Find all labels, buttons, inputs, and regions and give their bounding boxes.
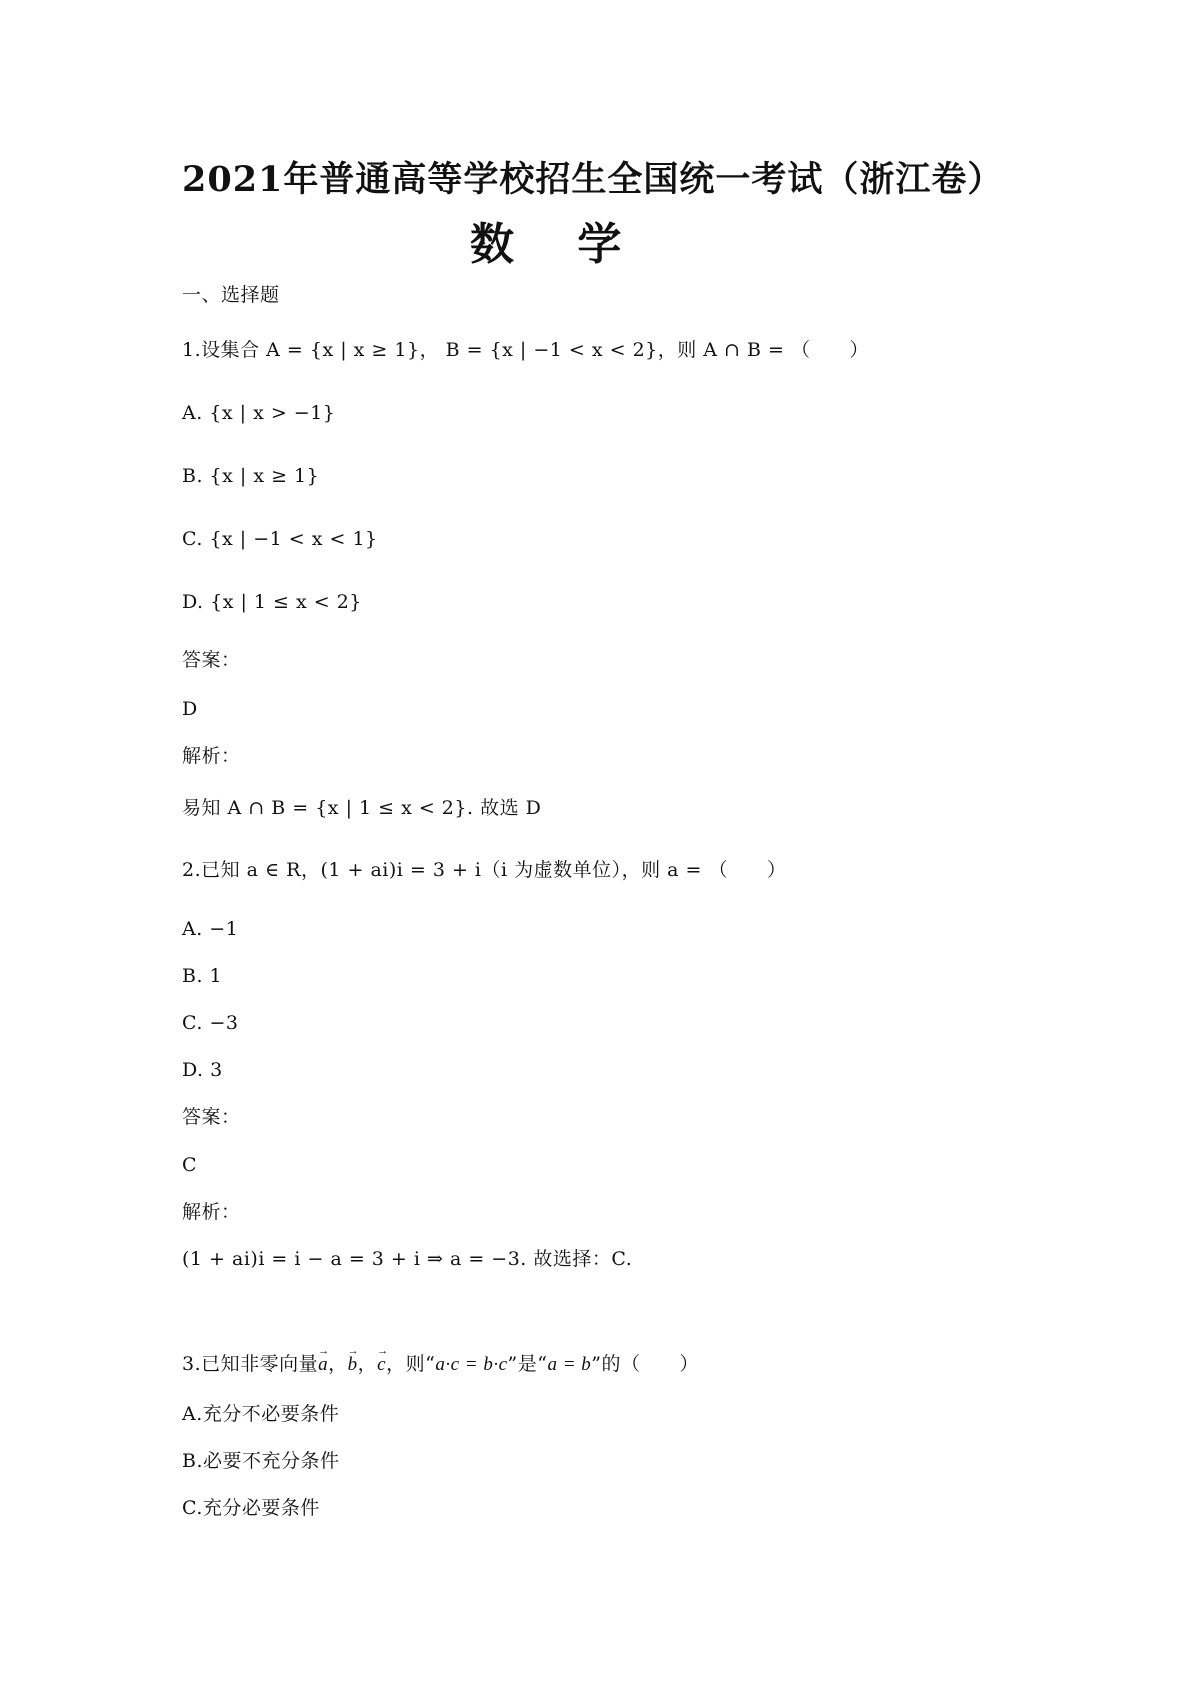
q1-option-b: B. {x | x ≥ 1} [182,465,320,487]
q1-analysis: 易知 A ∩ B = {x | 1 ≤ x < 2}. 故选 D [182,797,542,819]
q3-stem [182,1352,699,1377]
q3-option-c: C.充分必要条件 [182,1497,320,1519]
q1-answer: D [182,698,198,720]
q3-stem-prefix: 3.已知非零向量 [182,1353,319,1375]
q3-then: ，则“ [386,1353,436,1375]
q2-analysis: (1 + ai)i = i − a = 3 + i ⇒ a = −3. 故选择：C. [182,1248,633,1270]
q1-option-a: A. {x | x > −1} [182,402,336,424]
exam-title: 2021年普通高等学校招生全国统一考试（浙江卷） [182,159,1004,200]
q3-separator: ， [357,1353,378,1375]
q2-answer-label: 答案： [182,1106,241,1128]
q1-option-c: C. {x | −1 < x < 1} [182,528,378,550]
q3-condition-2: a = b [547,1354,592,1375]
q2-option-c: C. −3 [182,1012,239,1034]
q2-option-d: D. 3 [182,1059,223,1081]
vector-c: → c [377,1353,386,1377]
q1-stem: 1.设集合 A = {x | x ≥ 1}， B = {x | −1 < x < 2}，则 A ∩ B = （ ） [182,339,869,361]
vector-b: → b [348,1353,358,1377]
section-heading: 一、选择题 [182,284,280,306]
q2-option-b: B. 1 [182,965,223,987]
q3-suffix: ”的（ ） [591,1353,699,1375]
q1-analysis-label: 解析： [182,745,241,767]
q3-is: ”是“ [507,1353,548,1375]
q3-option-b: B.必要不充分条件 [182,1450,340,1472]
q3-condition-1: a·c = b·c [435,1354,508,1375]
q2-analysis-label: 解析： [182,1201,241,1223]
q1-option-d: D. {x | 1 ≤ x < 2} [182,591,362,613]
q3-separator: ， [328,1353,348,1375]
subject-title: 数 学 [470,219,646,270]
q3-option-a: A.充分不必要条件 [182,1403,340,1425]
q2-answer: C [182,1154,198,1176]
q1-answer-label: 答案： [182,649,241,671]
q2-option-a: A. −1 [182,918,239,940]
vector-a: → a [318,1353,328,1377]
q2-stem: 2.已知 a ∈ R，(1 + ai)i = 3 + i（i 为虚数单位），则 a = （ ） [182,859,787,881]
